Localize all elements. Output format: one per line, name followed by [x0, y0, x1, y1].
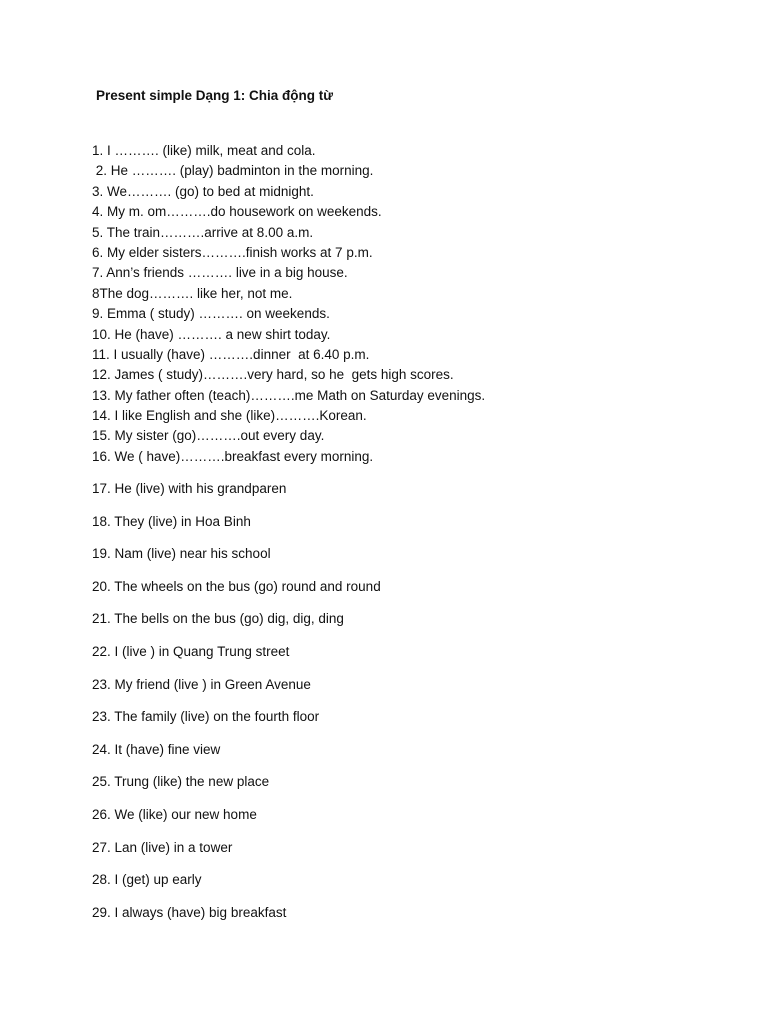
- exercise-item: 10. He (have) ………. a new shirt today.: [92, 326, 331, 342]
- exercise-item: 23. The family (live) on the fourth floor: [92, 709, 320, 725]
- exercise-item: 5. The train……….arrive at 8.00 a.m.: [92, 224, 314, 240]
- exercise-item: 24. It (have) fine view: [92, 741, 221, 757]
- exercise-item: 13. My father often (teach)……….me Math on Saturday evenings.: [92, 387, 486, 403]
- exercise-item: 14. I like English and she (like)……….Korean.: [92, 408, 367, 424]
- exercise-item: 26. We (like) our new home: [92, 806, 257, 822]
- exercise-item: 8The dog………. like her, not me.: [92, 285, 293, 301]
- exercise-item: 22. I (live ) in Quang Trung street: [92, 643, 290, 659]
- exercise-item: 16. We ( have)……….breakfast every morning.: [92, 448, 374, 464]
- exercise-item: 23. My friend (live ) in Green Avenue: [92, 676, 311, 692]
- exercise-item: 15. My sister (go)……….out every day.: [92, 428, 325, 444]
- exercise-item: 20. The wheels on the bus (go) round and round: [92, 578, 381, 594]
- document-title: Present simple Dạng 1: Chia động từ: [96, 88, 334, 103]
- exercise-item: 12. James ( study)……….very hard, so he gets high scores.: [92, 367, 454, 383]
- exercise-list-part-1: [92, 141, 485, 467]
- exercise-item: 19. Nam (live) near his school: [92, 546, 271, 562]
- exercise-item: 29. I always (have) big breakfast: [92, 904, 287, 920]
- exercise-item: 6. My elder sisters……….finish works at 7 p.m.: [92, 244, 373, 260]
- exercise-item: 18. They (live) in Hoa Binh: [92, 513, 251, 529]
- exercise-item: 11. I usually (have) ……….dinner at 6.40 p.m.: [92, 346, 370, 362]
- exercise-item: 25. Trung (like) the new place: [92, 774, 270, 790]
- exercise-item: 4. My m. om……….do housework on weekends.: [92, 204, 382, 220]
- exercise-item: 3. We………. (go) to bed at midnight.: [92, 183, 314, 199]
- exercise-item: 9. Emma ( study) ………. on weekends.: [92, 306, 330, 322]
- exercise-item: 17. He (live) with his grandparen: [92, 481, 287, 496]
- exercise-item: 27. Lan (live) in a tower: [92, 839, 233, 855]
- exercise-list-part-2: [92, 479, 381, 935]
- exercise-item: 2. He ………. (play) badminton in the morning.: [92, 163, 374, 179]
- exercise-item: 21. The bells on the bus (go) dig, dig, ding: [92, 611, 344, 627]
- exercise-item: 7. Ann’s friends ………. live in a big house.: [92, 265, 348, 281]
- exercise-item: 1. I ………. (like) milk, meat and cola.: [92, 143, 316, 158]
- exercise-item: 28. I (get) up early: [92, 872, 202, 888]
